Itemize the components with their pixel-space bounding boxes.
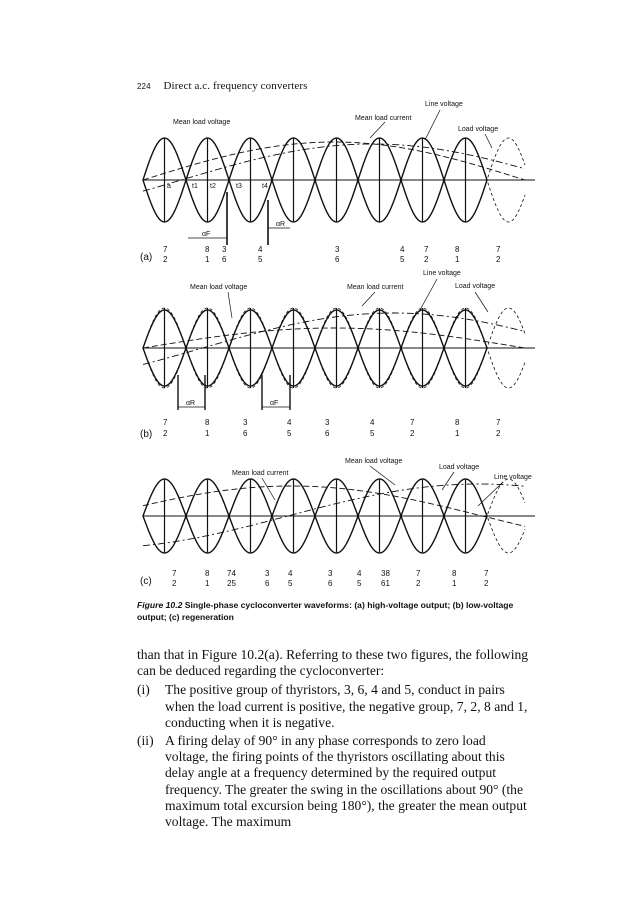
panel-b-top-number-9: 7 (496, 418, 501, 427)
panel-c-bottom-number-8: 61 (381, 579, 390, 588)
panel-c-bottom-number-10: 1 (452, 579, 457, 588)
panel-c-top-number-4: 3 (265, 569, 270, 578)
panel-a-mark-t3: t3 (236, 183, 242, 190)
panel-a-bottom-number-3: 6 (222, 255, 227, 264)
running-title: Direct a.c. frequency converters (163, 80, 308, 92)
list-item-marker: (i) (137, 682, 150, 698)
panel-b-bottom-number-9: 2 (496, 429, 501, 438)
panel-c-load-voltage-label: Load voltage (439, 464, 480, 471)
panel-a-top-number-7: 7 (424, 245, 429, 254)
panel-a-mark-t1: t1 (192, 183, 198, 190)
panel-a-top-number-6: 4 (400, 245, 405, 254)
panel-c-top-number-9: 7 (416, 569, 421, 578)
panel-a-mean-load-current (143, 144, 525, 191)
panel-b-load-voltage-label: Load voltage (455, 283, 496, 290)
panel-a-bottom-number-4: 5 (258, 255, 263, 264)
panel-b-mark-alpha-r: αR (186, 400, 196, 407)
list-item (137, 733, 531, 830)
panel-b-bottom-number-4: 5 (287, 429, 292, 438)
panel-c-bottom-number-4: 6 (265, 579, 270, 588)
panel-a-mean-load-voltage-label: Mean load voltage (173, 119, 231, 126)
panel-c-bottom-number-3: 25 (227, 579, 236, 588)
body-paragraph: than that in Figure 10.2(a). Referring to these two figures, the following can be deduced regarding the cycloconverter: (137, 647, 529, 679)
list-item-text: A firing delay of 90° in any phase corresponds to zero load voltage, the firing points of the thyristors oscillating about this delay angle at a frequency determined by the required output frequency. The greater the swing in the oscillations about 90° (the maximum total excursion being 180°), the greater the mean output voltage. The maximum (165, 733, 527, 830)
panel-a-top-number-4: 4 (258, 245, 263, 254)
panel-c-mean-load-voltage-label: Mean load voltage (345, 458, 403, 465)
panel-c-top-number-8: 38 (381, 569, 390, 578)
panel-a-label: (a) (140, 252, 153, 263)
panel-b-mean-load-current-label: Mean load current (347, 284, 404, 291)
panel-b-top-number-1: 7 (163, 418, 168, 427)
panel-c-waveforms (143, 479, 535, 553)
panel-b-top-number-8: 8 (455, 418, 460, 427)
panel-c-bottom-number-5: 5 (288, 579, 293, 588)
panel-a-top-number-8: 8 (455, 245, 460, 254)
figure-caption-label: Figure 10.2 (137, 600, 183, 610)
panel-b-bottom-number-3: 6 (243, 429, 248, 438)
panel-c-bottom-number-9: 2 (416, 579, 421, 588)
panel-b-bottom-number-7: 2 (410, 429, 415, 438)
panel-a-mark-t4: t4 (262, 183, 268, 190)
panel-a-top-number-5: 3 (335, 245, 340, 254)
panel-a-mean-load-current-label: Mean load current (355, 115, 412, 122)
panel-b-mean-load-voltage (143, 328, 525, 348)
panel-b-top-number-3: 3 (243, 418, 248, 427)
panel-b-bottom-number-8: 1 (455, 429, 460, 438)
panel-a-top-number-1: 7 (163, 245, 168, 254)
panel-a-load-voltage-label: Load voltage (458, 126, 499, 133)
panel-b-bottom-number-1: 2 (163, 429, 168, 438)
panel-a-line-voltage-label: Line voltage (425, 101, 463, 108)
panel-a-top-number-3: 3 (222, 245, 227, 254)
panel-c-mean-load-voltage (143, 486, 525, 526)
panel-b-bottom-number-6: 5 (370, 429, 375, 438)
panel-c-label: (c) (140, 576, 152, 587)
panel-b-top-number-6: 4 (370, 418, 375, 427)
panel-c-bottom-number-2: 1 (205, 579, 210, 588)
panel-c-bottom-number-1: 2 (172, 579, 177, 588)
panel-a-bottom-number-6: 5 (400, 255, 405, 264)
panel-a-mark-alpha-r: αR (276, 221, 286, 228)
panel-a-top-number-2: 8 (205, 245, 210, 254)
list-item-marker: (ii) (137, 733, 154, 749)
panel-b-mean-load-voltage-label: Mean load voltage (190, 284, 248, 291)
panel-a-bottom-number-2: 1 (205, 255, 210, 264)
panel-b-waveforms (143, 308, 535, 388)
panel-a-bottom-number-7: 2 (424, 255, 429, 264)
panel-b-top-number-7: 7 (410, 418, 415, 427)
panel-b-bottom-number-5: 6 (325, 429, 330, 438)
panel-a-bottom-number-9: 2 (496, 255, 501, 264)
panel-a-mark-t2: t2 (210, 183, 216, 190)
panel-c-top-number-2: 8 (205, 569, 210, 578)
panel-b-top-number-5: 3 (325, 418, 330, 427)
panel-c-mean-load-current (143, 484, 525, 546)
panel-b-top-number-4: 4 (287, 418, 292, 427)
list-item-text: The positive group of thyristors, 3, 6, 4 and 5, conduct in pairs when the load current is positive, the negative group, 7, 2, 8 and 1, conducting when it is negative. (165, 682, 528, 730)
panel-b-top-number-2: 8 (205, 418, 210, 427)
panel-c-top-number-6: 3 (328, 569, 333, 578)
panel-a-top-number-9: 7 (496, 245, 501, 254)
panel-c (140, 458, 535, 588)
panel-c-line-voltage-label: Line voltage (494, 474, 532, 481)
panel-c-bottom-number-6: 6 (328, 579, 333, 588)
figure-caption (137, 599, 537, 623)
panel-c-top-number-5: 4 (288, 569, 293, 578)
panel-c-top-number-3: 74 (227, 569, 236, 578)
page-number: 224 (137, 82, 151, 91)
panel-b-line-voltage-label: Line voltage (423, 270, 461, 277)
body-text (137, 647, 531, 830)
panel-a-mean-load-voltage (143, 142, 525, 180)
panel-b-mark-alpha-f: αF (270, 400, 279, 407)
panel-c-top-number-7: 4 (357, 569, 362, 578)
panel-c-top-number-10: 8 (452, 569, 457, 578)
list-item (137, 682, 531, 731)
panel-a-bottom-number-5: 6 (335, 255, 340, 264)
panel-b (140, 270, 535, 440)
panel-c-top-number-11: 7 (484, 569, 489, 578)
panel-b-label: (b) (140, 429, 153, 440)
panel-a-bottom-number-8: 1 (455, 255, 460, 264)
panel-a-waveforms (143, 138, 535, 222)
panel-a-mark-alpha-f: αF (202, 231, 211, 238)
figure-caption-text: Single-phase cycloconverter waveforms: (a) high-voltage output; (b) low-voltage output; (c) regeneration (137, 600, 514, 622)
panel-a-bottom-number-1: 2 (163, 255, 168, 264)
panel-c-top-number-1: 7 (172, 569, 177, 578)
panel-a-mark-a: a (167, 183, 171, 190)
panel-a (140, 101, 535, 264)
panel-b-bottom-number-2: 1 (205, 429, 210, 438)
panel-c-bottom-number-11: 2 (484, 579, 489, 588)
panel-c-bottom-number-7: 5 (357, 579, 362, 588)
panel-c-mean-load-current-label: Mean load current (232, 470, 289, 477)
